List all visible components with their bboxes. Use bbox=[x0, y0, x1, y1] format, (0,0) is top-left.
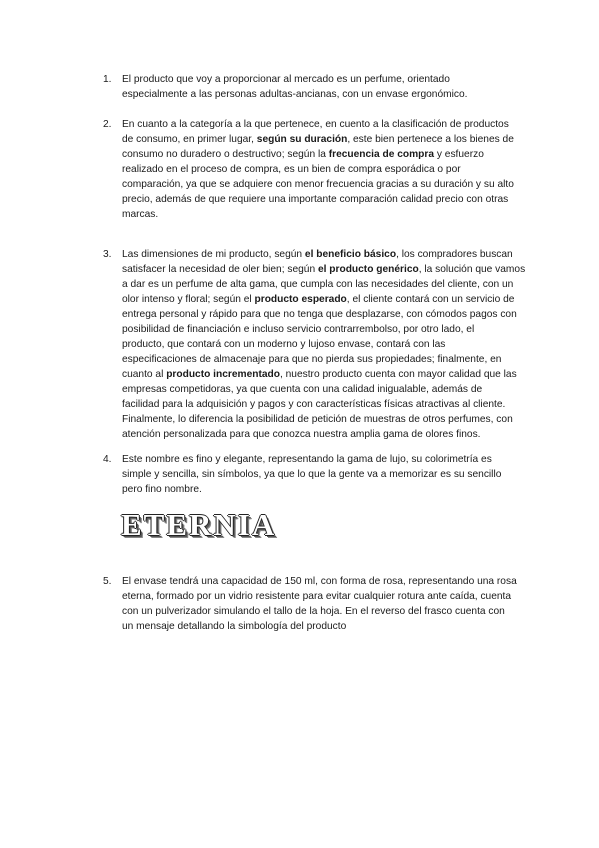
text-line bbox=[122, 427, 526, 442]
text-line bbox=[122, 352, 526, 367]
text-run: empresas competidoras, ya que cuenta con una calidad inigualable, además de bbox=[122, 384, 483, 395]
text-run: producto, que contará con un moderno y lujoso envase, contará con las bbox=[122, 339, 446, 350]
text-line bbox=[122, 147, 526, 162]
text-line bbox=[122, 277, 526, 292]
text-run: con un pulverizador simulando el tallo de la hoja. En el reverso del frasco cuenta con bbox=[122, 606, 505, 617]
text-run: cuanto al bbox=[122, 369, 167, 380]
text-run: un mensaje detallando la simbología del producto bbox=[122, 621, 347, 632]
text-run: El producto que voy a proporcionar al mercado es un perfume, orientado bbox=[122, 74, 450, 85]
text-line bbox=[122, 467, 526, 482]
text-run: , la solución que vamos bbox=[418, 264, 526, 275]
text-run: posibilidad de financiación e incluso servicio contrarrembolso, por otro lado, el bbox=[122, 324, 475, 335]
text-run: de consumo, en primer lugar, bbox=[122, 134, 257, 145]
bold-term: frecuencia de compra bbox=[328, 149, 435, 160]
text-run: precio, además de que requiere una importante comparación calidad precio con otras bbox=[122, 194, 509, 205]
text-run: y esfuerzo bbox=[434, 149, 484, 160]
item-number: 4. bbox=[103, 454, 112, 465]
text-line bbox=[122, 452, 526, 467]
text-line bbox=[122, 87, 526, 102]
text-run: En cuanto a la categoría a la que pertenece, en cuento a la clasificación de productos bbox=[122, 119, 509, 130]
text-run: realizado en el proceso de compra, es un bien de compra esporádica o por bbox=[122, 164, 461, 175]
text-line bbox=[122, 177, 526, 192]
brand-logo: ETERNIA bbox=[121, 507, 277, 542]
text-line bbox=[122, 482, 526, 497]
item-number: 3. bbox=[103, 249, 112, 260]
text-line bbox=[122, 117, 526, 132]
text-run: comparación, ya que se adquiere con menor frecuencia gracias a su duración y su alto bbox=[122, 179, 514, 190]
text-line bbox=[122, 192, 526, 207]
bold-term: producto incrementado bbox=[166, 369, 280, 380]
text-run: eterna, formado por un vidrio resistente para evitar cualquier rotura ante caída, cuenta bbox=[122, 591, 512, 602]
text-line bbox=[122, 589, 526, 604]
text-run: , nuestro producto cuenta con mayor calidad que las bbox=[279, 369, 517, 380]
item-number: 5. bbox=[103, 576, 112, 587]
text-line bbox=[122, 397, 526, 412]
bold-term: según su duración bbox=[256, 134, 348, 145]
text-run: entrega personal y rápido para que no tenga que desplazarse, con cómodos pagos con bbox=[122, 309, 517, 320]
text-line bbox=[122, 247, 526, 262]
text-run: satisfacer la necesidad de oler bien; según bbox=[122, 264, 318, 275]
text-run: , este bien pertenece a los bienes de bbox=[347, 134, 514, 145]
text-run: Este nombre es fino y elegante, representando la gama de lujo, su colorimetría es bbox=[122, 454, 492, 465]
item-text bbox=[122, 117, 526, 222]
text-run: pero fino nombre. bbox=[122, 484, 202, 495]
text-run: consumo no duradero o destructivo; según la bbox=[122, 149, 329, 160]
item-text bbox=[122, 247, 526, 442]
text-run: , los compradores buscan bbox=[396, 249, 513, 260]
text-line bbox=[122, 619, 526, 634]
item-text bbox=[122, 452, 526, 497]
text-line bbox=[122, 72, 526, 87]
text-line bbox=[122, 132, 526, 147]
text-run: a dar es un perfume de alta gama, que cumpla con las necesidades del cliente, con un bbox=[122, 279, 514, 290]
item-number: 1. bbox=[103, 74, 112, 85]
text-line bbox=[122, 337, 526, 352]
text-line bbox=[122, 262, 526, 277]
text-run: marcas. bbox=[122, 209, 159, 220]
text-line bbox=[122, 292, 526, 307]
bold-term: producto esperado bbox=[254, 294, 347, 305]
bold-term: el beneficio básico bbox=[304, 249, 397, 260]
text-line bbox=[122, 412, 526, 427]
item-number: 2. bbox=[103, 119, 112, 130]
text-line bbox=[122, 382, 526, 397]
text-run: Las dimensiones de mi producto, según bbox=[122, 249, 305, 260]
bold-term: el producto genérico bbox=[317, 264, 419, 275]
text-run: especialmente a las personas adultas-ancianas, con un envase ergonómico. bbox=[122, 89, 468, 100]
text-line bbox=[122, 307, 526, 322]
text-line bbox=[122, 162, 526, 177]
text-run: El envase tendrá una capacidad de 150 ml, con forma de rosa, representando una rosa bbox=[122, 576, 517, 587]
text-run: especificaciones de almacenaje para que no pierda sus propiedades; finalmente, en bbox=[122, 354, 502, 365]
text-run: olor intenso y floral; según el bbox=[122, 294, 255, 305]
text-line bbox=[122, 367, 526, 382]
text-line bbox=[122, 604, 526, 619]
text-run: simple y sencilla, sin símbolos, ya que lo que la gente va a memorizar es su sencillo bbox=[122, 469, 502, 480]
text-line bbox=[122, 574, 526, 589]
item-text bbox=[122, 574, 526, 634]
text-run: atención personalizada para que conozca nuestra amplia gama de olores finos. bbox=[122, 429, 481, 440]
text-run: Finalmente, lo diferencia la posibilidad de petición de muestras de otros perfumes, con bbox=[122, 414, 513, 425]
item-text bbox=[122, 72, 526, 102]
text-run: facilidad para la adquisición y pagos y con características físicas atractivas al cliente. bbox=[122, 399, 506, 410]
text-run: , el cliente contará con un servicio de bbox=[346, 294, 515, 305]
text-line bbox=[122, 322, 526, 337]
text-line bbox=[122, 207, 526, 222]
